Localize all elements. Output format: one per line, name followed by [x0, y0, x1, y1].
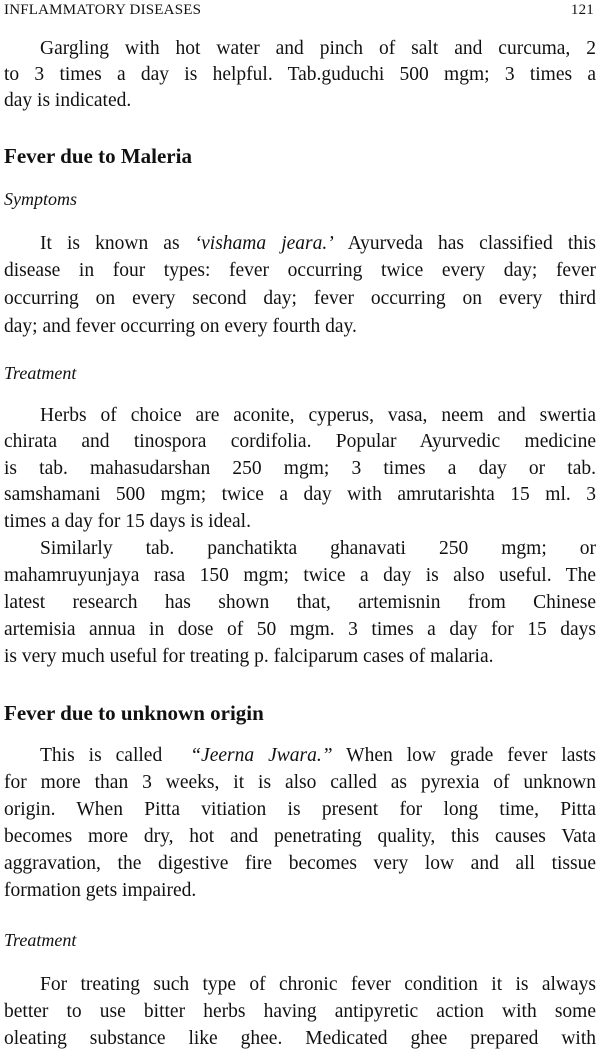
paragraph-line: [40, 231, 596, 257]
paragraph-line: Gargling with hot water and pinch of salt and curcuma, 2: [40, 38, 596, 59]
paragraph-line: oleating substance like ghee. Medicated ghee prepared with: [4, 1028, 596, 1049]
paragraph-line: is very much useful for treating p. falciparum cases of malaria.: [4, 646, 494, 667]
text-run: When low grade fever lasts: [332, 745, 596, 766]
paragraph-line: disease in four types: fever occurring twice every day; fever: [4, 260, 596, 281]
paragraph-line: formation gets impaired.: [4, 880, 197, 901]
paragraph-line: [40, 743, 596, 769]
paragraph-line: times a day for 15 days is ideal.: [4, 511, 251, 532]
paragraph-line: chirata and tinospora cordifolia. Popular Ayurvedic medicine: [4, 431, 596, 452]
paragraph-line: day; and fever occurring on every fourth day.: [4, 316, 357, 337]
text-run: This is called: [40, 745, 191, 766]
page-number: 121: [570, 2, 594, 18]
paragraph-line: origin. When Pitta vitiation is present for long time, Pitta: [4, 799, 596, 820]
paragraph-line: Similarly tab. panchatikta ghanavati 250 mgm; or: [40, 538, 596, 559]
paragraph-line: better to use bitter herbs having antipyretic action with some: [4, 1001, 596, 1022]
paragraph-line: artemisia annua in dose of 50 mgm. 3 times a day for 15 days: [4, 619, 596, 640]
paragraph-line: mahamruyunjaya rasa 150 mgm; twice a day is also useful. The: [4, 565, 596, 586]
paragraph-line: For treating such type of chronic fever condition it is always: [40, 974, 596, 995]
running-title: INFLAMMATORY DISEASES: [4, 2, 202, 18]
paragraph-line: is tab. mahasudarshan 250 mgm; 3 times a day or tab.: [4, 458, 596, 479]
paragraph-line: Herbs of choice are aconite, cyperus, vasa, neem and swertia: [40, 405, 596, 426]
paragraph-line: for more than 3 weeks, it is also called as pyrexia of unknown: [4, 772, 596, 793]
paragraph-line: occurring on every second day; fever occurring on every third: [4, 288, 596, 309]
paragraph-line: to 3 times a day is helpful. Tab.guduchi 500 mgm; 3 times a: [4, 64, 596, 85]
text-run: Ayurveda has classified this: [333, 233, 596, 254]
section-heading: Fever due to Maleria: [4, 144, 192, 168]
section-heading: Fever due to unknown origin: [4, 701, 264, 725]
italic-term: ‘vishama jeara.’: [194, 233, 334, 254]
paragraph-line: samshamani 500 mgm; twice a day with amrutarishta 15 ml. 3: [4, 484, 596, 505]
subsection-heading: Treatment: [4, 930, 77, 950]
italic-term: “Jeerna Jwara.”: [190, 745, 333, 766]
text-run: It is known as: [40, 233, 195, 254]
paragraph-line: becomes more dry, hot and penetrating quality, this causes Vata: [4, 826, 596, 847]
subsection-heading: Symptoms: [4, 189, 77, 209]
subsection-heading: Treatment: [4, 363, 77, 383]
paragraph-line: latest research has shown that, artemisnin from Chinese: [4, 592, 596, 613]
paragraph-line: aggravation, the digestive fire becomes very low and all tissue: [4, 853, 596, 874]
paragraph-line: day is indicated.: [4, 90, 132, 111]
